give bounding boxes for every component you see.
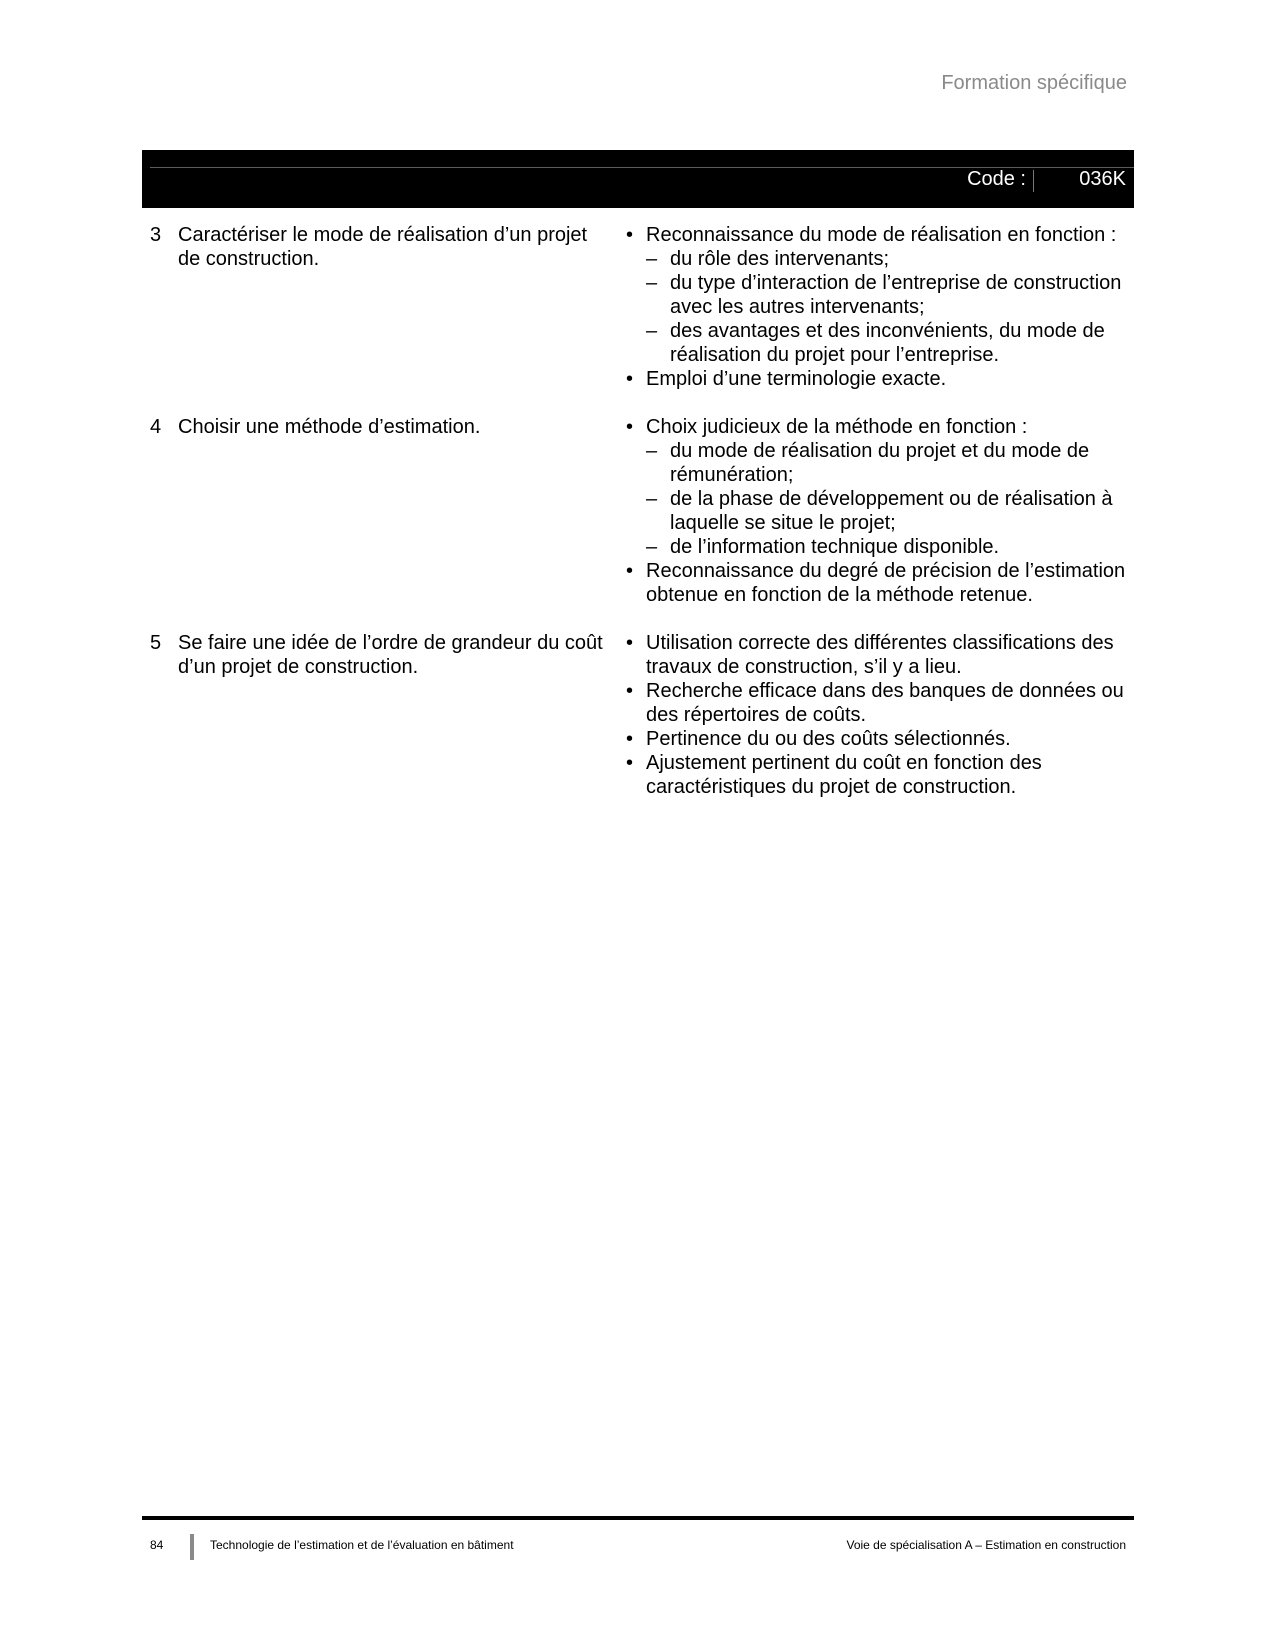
sub-criterion-text: de l’information technique disponible. [670,536,1000,558]
dash-icon: – [646,248,658,270]
criterion-text: Recherche efficace dans des banques de données ou des répertoires de coûts. [646,680,1124,726]
bullet-icon: • [626,728,634,750]
criterion-item [622,223,1134,367]
sub-criteria [646,439,1134,559]
footer-doc-title: Technologie de l’estimation et de l’évaluation en bâtiment [210,1538,514,1552]
performance-criteria [622,415,1134,607]
sub-criterion-text: des avantages et des inconvénients, du mode de réalisation du projet pour l’entreprise. [670,320,1105,366]
criterion-text: Choix judicieux de la méthode en fonction : [646,416,1028,438]
table-row [142,631,1134,799]
element-of-competency [142,631,622,799]
criterion-text: Utilisation correcte des différentes classifications des travaux de construction, s’il y a lieu. [646,632,1114,678]
criterion-item [622,559,1134,607]
dash-icon: – [646,488,658,510]
code-label: Code : [967,168,1026,190]
criterion-text: Reconnaissance du degré de précision de l’estimation obtenue en fonction de la méthode retenue. [646,560,1126,606]
criterion-item [622,415,1134,559]
footer-rule [142,1516,1134,1520]
sub-criterion-text: du type d’interaction de l’entreprise de construction avec les autres intervenants; [670,272,1122,318]
bullet-icon: • [626,752,634,774]
sub-criterion-item [646,535,1134,559]
element-number: 5 [150,632,162,654]
criterion-item [622,751,1134,799]
criterion-item [622,367,1134,391]
dash-icon: – [646,272,658,294]
performance-criteria [622,223,1134,391]
sub-criterion-item [646,439,1134,487]
bullet-icon: • [626,680,634,702]
criterion-item [622,727,1134,751]
bullet-icon: • [626,632,634,654]
footer-separator [190,1534,194,1560]
table-row [142,223,1134,391]
bullet-icon: • [626,416,634,438]
code-separator [1033,170,1034,192]
competency-table [142,223,1134,823]
sub-criterion-item [646,319,1134,367]
table-row [142,415,1134,607]
criterion-item [622,679,1134,727]
sub-criterion-text: du rôle des intervenants; [670,248,890,270]
running-header: Formation spécifique [941,72,1127,94]
element-number: 3 [150,224,162,246]
element-of-competency [142,415,622,607]
element-text: Choisir une méthode d’estimation. [178,416,481,438]
bullet-icon: • [626,224,634,246]
sub-criterion-text: de la phase de développement ou de réalisation à laquelle se situe le projet; [670,488,1113,534]
dash-icon: – [646,440,658,462]
element-text: Caractériser le mode de réalisation d’un projet de construction. [178,224,588,270]
sub-criterion-item [646,487,1134,535]
performance-criteria [622,631,1134,799]
bullet-icon: • [626,560,634,582]
criterion-text: Pertinence du ou des coûts sélectionnés. [646,728,1011,750]
code-banner [142,150,1134,208]
element-text: Se faire une idée de l’ordre de grandeur du coût d’un projet de construction. [178,632,603,678]
page-footer [142,1534,1134,1564]
page-number: 84 [150,1538,164,1552]
criterion-text: Ajustement pertinent du coût en fonction des caractéristiques du projet de construction. [646,752,1042,798]
sub-criterion-item [646,271,1134,319]
sub-criterion-text: du mode de réalisation du projet et du mode de rémunération; [670,440,1090,486]
dash-icon: – [646,320,658,342]
criterion-text: Emploi d’une terminologie exacte. [646,368,947,390]
element-of-competency [142,223,622,391]
criterion-text: Reconnaissance du mode de réalisation en fonction : [646,224,1117,246]
sub-criteria [646,247,1134,367]
sub-criterion-item [646,247,1134,271]
footer-section-title: Voie de spécialisation A – Estimation en construction [846,1538,1126,1552]
element-number: 4 [150,416,162,438]
dash-icon: – [646,536,658,558]
bullet-icon: • [626,368,634,390]
criterion-item [622,631,1134,679]
code-value: 036K [1079,168,1126,190]
